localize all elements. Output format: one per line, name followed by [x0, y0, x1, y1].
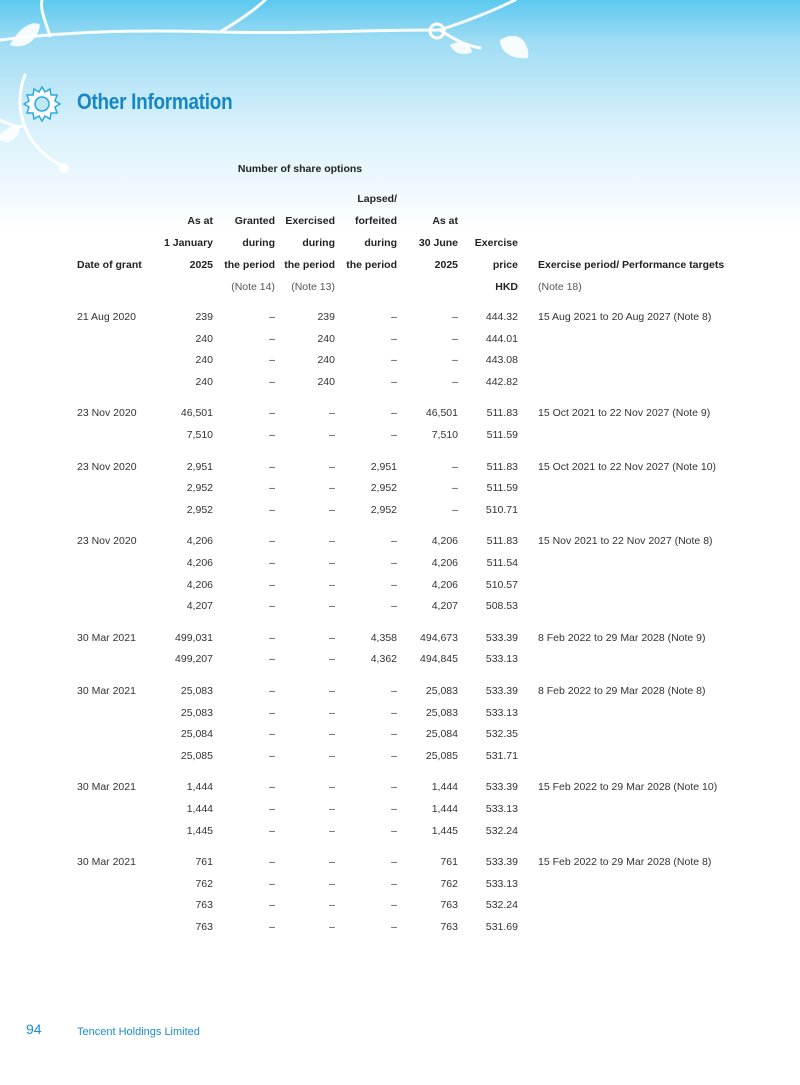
cell-exercised: –	[329, 685, 335, 697]
cell-price: 511.59	[486, 482, 518, 495]
cell-granted: –	[269, 749, 275, 762]
column-header-period: Exercise period/ Performance targets	[538, 259, 725, 271]
cell-exercised: –	[329, 535, 335, 548]
cell-lapsed: –	[391, 824, 397, 837]
cell-exercised: –	[329, 482, 335, 495]
cell-as-at-start: 7,510	[186, 429, 213, 441]
column-header-granted: (Note 14)	[231, 281, 275, 293]
cell-exercised: –	[329, 503, 335, 516]
cell-as-at-end: –	[452, 311, 458, 323]
cell-as-at-start: 4,206	[186, 578, 213, 591]
cell-exercised: –	[329, 803, 335, 815]
column-header-exercised: the period	[284, 259, 335, 271]
cell-as-at-end: –	[452, 460, 458, 473]
cell-exercised: 239	[317, 311, 335, 323]
cell-granted: –	[269, 856, 275, 869]
cell-price: 443.08	[485, 354, 518, 367]
cell-granted: –	[269, 482, 275, 495]
cell-lapsed: –	[391, 407, 397, 420]
cell-as-at-start: 2,952	[186, 482, 213, 495]
column-header-price: Exercise	[474, 237, 518, 249]
cell-price: 511.83	[486, 460, 518, 473]
cell-as-at-end: 25,083	[425, 685, 458, 697]
cell-as-at-start: 763	[195, 899, 213, 912]
cell-price: 511.59	[486, 429, 518, 441]
cell-as-at-start: 1,445	[186, 824, 213, 837]
cell-as-at-end: 4,206	[431, 557, 458, 569]
cell-granted: –	[269, 803, 275, 815]
cell-exercised: –	[329, 429, 335, 441]
cell-as-at-start: 240	[195, 375, 213, 388]
cell-price: 511.83	[486, 407, 518, 420]
cell-price: 531.69	[485, 921, 518, 933]
column-header-exercised: Exercised	[285, 215, 335, 227]
cell-lapsed: –	[391, 375, 397, 388]
cell-lapsed: –	[391, 600, 397, 613]
cell-lapsed: –	[391, 685, 397, 697]
cell-as-at-end: 494,673	[420, 631, 458, 644]
exercise-period: 8 Feb 2022 to 29 Mar 2028 (Note 8)	[538, 685, 706, 697]
cell-granted: –	[269, 375, 275, 388]
cell-granted: –	[269, 600, 275, 613]
cell-granted: –	[269, 824, 275, 837]
cell-granted: –	[269, 535, 275, 548]
cell-price: 444.01	[485, 332, 518, 345]
cell-as-at-end: 25,083	[425, 706, 458, 719]
cell-price: 444.32	[485, 311, 518, 323]
cell-price: 533.39	[485, 781, 518, 794]
cell-granted: –	[269, 685, 275, 697]
column-header-lapsed: the period	[346, 259, 397, 271]
grant-date: 30 Mar 2021	[77, 856, 136, 869]
cell-exercised: –	[329, 781, 335, 794]
cell-lapsed: –	[391, 728, 397, 741]
cell-lapsed: 2,952	[370, 503, 397, 516]
cell-price: 508.53	[485, 600, 518, 613]
exercise-period: 15 Feb 2022 to 29 Mar 2028 (Note 10)	[538, 781, 718, 794]
cell-as-at-end: 1,444	[431, 803, 458, 815]
cell-as-at-start: 25,085	[180, 749, 213, 762]
cell-price: 533.13	[485, 803, 518, 815]
cell-granted: –	[269, 557, 275, 569]
cell-lapsed: –	[391, 332, 397, 345]
cell-exercised: –	[329, 824, 335, 837]
cell-price: 531.71	[485, 749, 518, 762]
cell-exercised: 240	[317, 332, 335, 345]
cell-as-at-end: 761	[440, 856, 458, 869]
cell-lapsed: –	[391, 706, 397, 719]
cell-as-at-start: 46,501	[180, 407, 213, 420]
cell-exercised: –	[329, 578, 335, 591]
cell-exercised: –	[329, 407, 335, 420]
gear-icon	[22, 84, 62, 124]
company-name: Tencent Holdings Limited	[77, 1026, 200, 1038]
cell-as-at-end: 25,085	[425, 749, 458, 762]
cell-exercised: 240	[317, 375, 335, 388]
grant-date: 23 Nov 2020	[77, 535, 137, 548]
cell-granted: –	[269, 311, 275, 323]
cell-as-at-start: 2,951	[186, 460, 213, 473]
cell-as-at-start: 25,083	[180, 685, 213, 697]
column-header-as-at-start: 1 January	[163, 237, 213, 249]
cell-as-at-start: 499,207	[175, 653, 213, 666]
column-header-as-at-start: As at	[187, 215, 213, 227]
cell-price: 533.13	[485, 653, 518, 666]
column-header-granted: Granted	[234, 215, 275, 227]
cell-lapsed: –	[391, 899, 397, 912]
cell-exercised: –	[329, 653, 335, 666]
cell-as-at-start: 4,206	[186, 535, 213, 548]
cell-lapsed: –	[391, 877, 397, 890]
exercise-period: 8 Feb 2022 to 29 Mar 2028 (Note 9)	[538, 631, 706, 644]
cell-as-at-start: 25,084	[180, 728, 213, 741]
cell-lapsed: –	[391, 311, 397, 323]
cell-granted: –	[269, 503, 275, 516]
cell-as-at-end: 46,501	[425, 407, 458, 420]
page-title: Other Information	[77, 89, 233, 114]
cell-price: 442.82	[485, 375, 518, 388]
cell-as-at-start: 239	[195, 311, 213, 323]
cell-as-at-end: 1,445	[431, 824, 458, 837]
cell-as-at-start: 1,444	[186, 803, 213, 815]
cell-lapsed: –	[391, 803, 397, 815]
cell-as-at-end: 494,845	[420, 653, 458, 666]
column-header-as-at-end: 2025	[434, 259, 458, 271]
column-header-exercised: during	[302, 237, 335, 249]
cell-exercised: 240	[317, 354, 335, 367]
cell-as-at-start: 25,083	[180, 706, 213, 719]
grant-date: 30 Mar 2021	[77, 781, 136, 794]
cell-granted: –	[269, 706, 275, 719]
cell-exercised: –	[329, 921, 335, 933]
cell-as-at-start: 762	[195, 877, 213, 890]
cell-price: 532.35	[485, 728, 518, 741]
column-header-price: HKD	[495, 281, 518, 293]
cell-exercised: –	[329, 856, 335, 869]
column-header-as-at-start: 2025	[189, 259, 213, 271]
exercise-period: 15 Nov 2021 to 22 Nov 2027 (Note 8)	[538, 535, 713, 548]
cell-as-at-end: 4,207	[431, 600, 458, 613]
grant-date: 30 Mar 2021	[77, 631, 136, 644]
cell-lapsed: –	[391, 749, 397, 762]
cell-granted: –	[269, 354, 275, 367]
cell-exercised: –	[329, 749, 335, 762]
cell-as-at-start: 4,206	[186, 557, 213, 569]
cell-as-at-start: 499,031	[175, 631, 213, 644]
cell-as-at-end: –	[452, 332, 458, 345]
cell-exercised: –	[329, 631, 335, 644]
cell-granted: –	[269, 407, 275, 420]
column-header-lapsed: Lapsed/	[357, 193, 397, 205]
cell-as-at-end: 1,444	[431, 781, 458, 794]
cell-price: 533.39	[485, 685, 518, 697]
cell-lapsed: 4,358	[370, 631, 397, 644]
grant-date: 30 Mar 2021	[77, 685, 136, 697]
cell-lapsed: –	[391, 429, 397, 441]
cell-granted: –	[269, 631, 275, 644]
cell-price: 533.13	[485, 706, 518, 719]
cell-granted: –	[269, 728, 275, 741]
cell-as-at-end: –	[452, 375, 458, 388]
cell-price: 533.39	[485, 856, 518, 869]
cell-exercised: –	[329, 728, 335, 741]
cell-lapsed: –	[391, 921, 397, 933]
cell-lapsed: 2,952	[370, 482, 397, 495]
exercise-period: 15 Aug 2021 to 20 Aug 2027 (Note 8)	[538, 311, 712, 323]
cell-as-at-end: –	[452, 482, 458, 495]
cell-as-at-end: 4,206	[431, 535, 458, 548]
cell-as-at-start: 4,207	[186, 600, 213, 613]
cell-granted: –	[269, 899, 275, 912]
cell-as-at-end: –	[452, 354, 458, 367]
grant-date: 23 Nov 2020	[77, 460, 137, 473]
cell-as-at-end: 7,510	[431, 429, 458, 441]
cell-exercised: –	[329, 706, 335, 719]
column-header-period: (Note 18)	[538, 281, 582, 293]
column-header-granted: during	[242, 237, 275, 249]
table-group-header: Number of share options	[237, 163, 363, 175]
cell-lapsed: –	[391, 535, 397, 548]
cell-granted: –	[269, 781, 275, 794]
cell-exercised: –	[329, 460, 335, 473]
cell-lapsed: –	[391, 354, 397, 367]
cell-as-at-end: 25,084	[425, 728, 458, 741]
cell-price: 511.54	[486, 557, 518, 569]
cell-price: 532.24	[485, 824, 518, 837]
cell-exercised: –	[329, 899, 335, 912]
cell-granted: –	[269, 429, 275, 441]
cell-as-at-start: 763	[195, 921, 213, 933]
cell-lapsed: –	[391, 856, 397, 869]
cell-as-at-end: 763	[440, 921, 458, 933]
cell-granted: –	[269, 653, 275, 666]
column-header-lapsed: forfeited	[355, 215, 397, 227]
page-number: 94	[26, 1021, 42, 1037]
cell-granted: –	[269, 460, 275, 473]
cell-as-at-start: 240	[195, 332, 213, 345]
column-header-lapsed: during	[364, 237, 397, 249]
grant-date: 21 Aug 2020	[77, 311, 136, 323]
cell-lapsed: 2,951	[370, 460, 397, 473]
cell-price: 511.83	[486, 535, 518, 548]
column-header-price: price	[492, 259, 518, 271]
cell-lapsed: –	[391, 578, 397, 591]
cell-exercised: –	[329, 557, 335, 569]
cell-as-at-end: 4,206	[431, 578, 458, 591]
column-header-as-at-end: 30 June	[418, 237, 458, 249]
cell-as-at-start: 240	[195, 354, 213, 367]
cell-price: 510.57	[485, 578, 518, 591]
cell-exercised: –	[329, 877, 335, 890]
cell-price: 533.39	[485, 631, 518, 644]
cell-price: 533.13	[485, 877, 518, 890]
cell-as-at-end: 762	[440, 877, 458, 890]
cell-as-at-end: –	[452, 503, 458, 516]
grant-date: 23 Nov 2020	[77, 407, 137, 420]
column-header-exercised: (Note 13)	[291, 281, 335, 293]
exercise-period: 15 Feb 2022 to 29 Mar 2028 (Note 8)	[538, 856, 712, 869]
exercise-period: 15 Oct 2021 to 22 Nov 2027 (Note 10)	[538, 460, 717, 473]
cell-granted: –	[269, 332, 275, 345]
column-header-as-at-end: As at	[432, 215, 458, 227]
cell-lapsed: –	[391, 557, 397, 569]
cell-as-at-start: 761	[195, 856, 213, 869]
exercise-period: 15 Oct 2021 to 22 Nov 2027 (Note 9)	[538, 407, 711, 420]
cell-as-at-start: 2,952	[186, 503, 213, 516]
cell-granted: –	[269, 921, 275, 933]
cell-exercised: –	[329, 600, 335, 613]
cell-as-at-start: 1,444	[186, 781, 213, 794]
cell-lapsed: 4,362	[370, 653, 397, 666]
cell-price: 532.24	[485, 899, 518, 912]
vine-decoration	[0, 0, 800, 230]
column-header-granted: the period	[224, 259, 275, 271]
cell-granted: –	[269, 578, 275, 591]
cell-as-at-end: 763	[440, 899, 458, 912]
cell-price: 510.71	[485, 503, 518, 516]
cell-lapsed: –	[391, 781, 397, 794]
cell-granted: –	[269, 877, 275, 890]
column-header-date-of-grant: Date of grant	[77, 259, 142, 271]
